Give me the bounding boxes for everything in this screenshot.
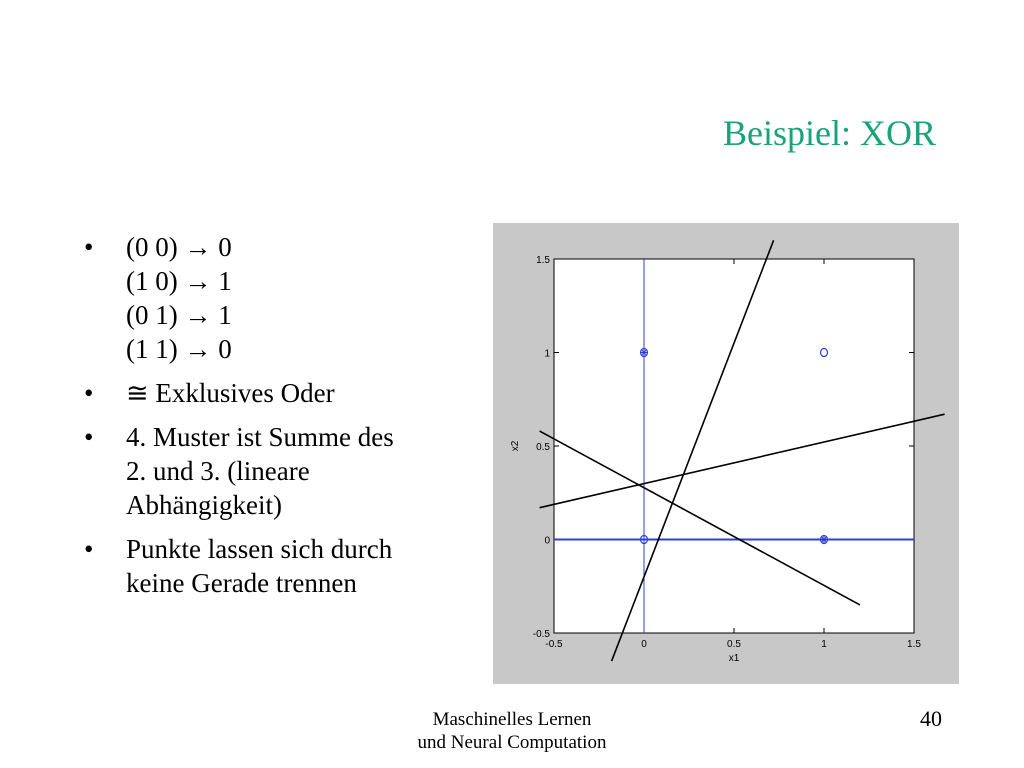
x-tick-label: -0.5 (545, 639, 563, 650)
x-tick-label: 0 (641, 639, 647, 650)
bullet-line: (1 0) → 1 (126, 266, 232, 296)
footer-line2: und Neural Computation (417, 732, 607, 753)
bullet-xor-table (84, 230, 484, 366)
page-number: 40 (920, 706, 942, 731)
y-tick-label: 0.5 (536, 442, 550, 453)
y-tick-label: 1.5 (536, 255, 550, 266)
slide-title: Beispiel: XOR (723, 113, 936, 153)
y-tick-label: -0.5 (532, 629, 550, 640)
bullet-list (84, 230, 484, 610)
bullet-line: 2. und 3. (lineare (126, 456, 310, 486)
footer-course (0, 708, 1024, 754)
y-tick-label: 1 (544, 348, 550, 360)
bullet-line: (0 1) → 1 (126, 300, 232, 330)
data-point-star (641, 349, 647, 356)
x-axis-label: x1 (728, 653, 740, 664)
bullet-exclusive-or (84, 376, 484, 410)
x-tick-label: 1.5 (907, 639, 921, 650)
xor-plot-figure (493, 223, 959, 684)
x-tick-label: 1 (821, 639, 827, 650)
bullet-line: • Punkte lassen sich durch (126, 534, 393, 564)
xor-plot (493, 223, 959, 684)
plot-area (554, 259, 914, 633)
footer-line1: Maschinelles Lernen (432, 709, 592, 730)
bullet-not-separable (84, 532, 484, 600)
data-point-star (821, 536, 827, 543)
bullet-line: Abhängigkeit) (126, 490, 282, 520)
bullet-line: • (0 0) → 0 (126, 232, 232, 262)
y-axis-label: x2 (510, 440, 521, 452)
bullet-line: (1 1) → 0 (126, 334, 232, 364)
bullet-line: • 4. Muster ist Summe des (126, 422, 394, 452)
bullet-linear-dependence (84, 420, 484, 522)
y-tick-label: 0 (544, 535, 550, 547)
x-tick-label: 0.5 (727, 639, 741, 650)
bullet-line: • ≅ Exklusives Oder (126, 378, 335, 408)
bullet-line: keine Gerade trennen (126, 568, 357, 598)
